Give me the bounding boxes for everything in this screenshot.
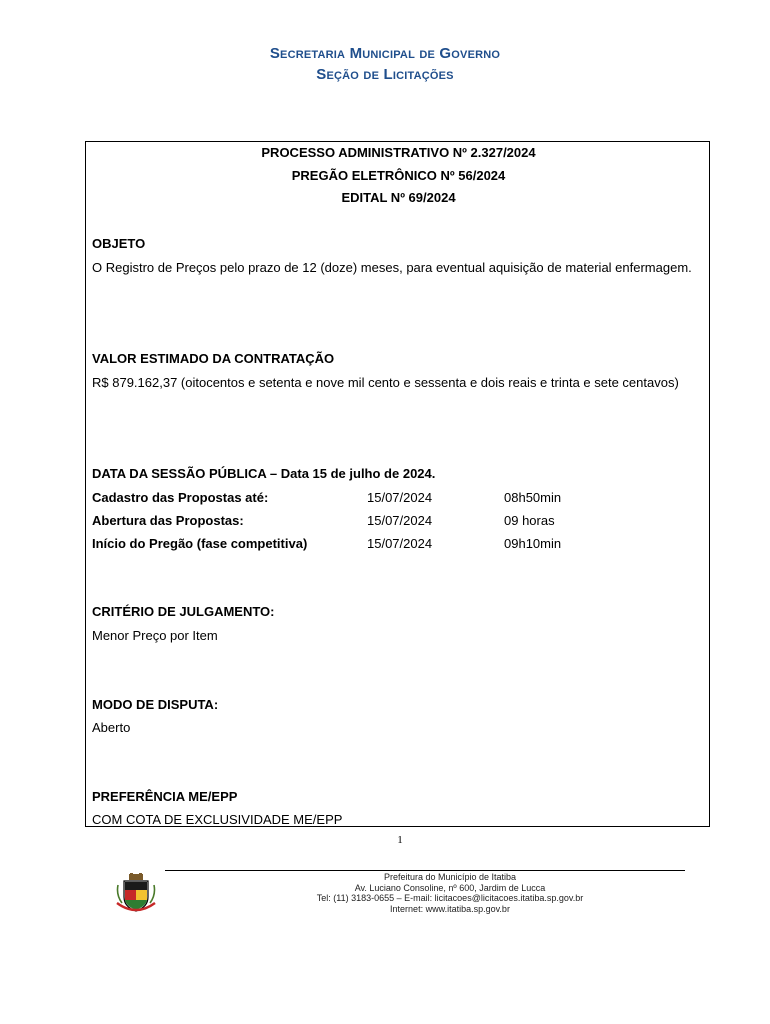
header-secao: Seção de Licitações: [316, 66, 454, 83]
municipal-coat-of-arms-icon: [115, 873, 157, 913]
criterio-text: Menor Preço por Item: [92, 628, 218, 643]
pregao-number: PREGÃO ELETRÔNICO Nº 56/2024: [291, 168, 506, 183]
objeto-title: OBJETO: [92, 236, 146, 251]
valor-text: R$ 879.162,37 (oitocentos e setenta e nove mil cento e sessenta e dois reais e trinta e sete centavos): [92, 375, 679, 390]
schedule-date: 15/07/2024: [367, 513, 433, 528]
schedule-label: Início do Pregão (fase competitiva): [92, 536, 308, 551]
sessao-title: DATA DA SESSÃO PÚBLICA – Data 15 de julho de 2024.: [92, 466, 436, 481]
criterio-title: CRITÉRIO DE JULGAMENTO:: [92, 604, 275, 619]
page-number: 1: [397, 834, 403, 846]
valor-title: VALOR ESTIMADO DA CONTRATAÇÃO: [92, 351, 335, 366]
document-header: [0, 43, 770, 85]
header-secretaria: Secretaria Municipal de Governo: [269, 45, 501, 62]
footer-contact: [240, 872, 660, 914]
schedule-time: 09h10min: [504, 536, 562, 551]
footer-website: Internet: www.itatiba.sp.gov.br: [390, 903, 510, 914]
edital-number: EDITAL Nº 69/2024: [341, 190, 456, 205]
footer-divider: [165, 870, 685, 871]
modo-text: Aberto: [92, 720, 131, 735]
schedule-date: 15/07/2024: [367, 490, 433, 505]
schedule-date: 15/07/2024: [367, 536, 433, 551]
modo-title: MODO DE DISPUTA:: [92, 697, 219, 712]
edital-summary-box: [85, 141, 710, 827]
schedule-label: Abertura das Propostas:: [92, 513, 244, 528]
objeto-text: O Registro de Preços pelo prazo de 12 (doze) meses, para eventual aquisição de material enfermagem.: [92, 260, 692, 275]
schedule-label: Cadastro das Propostas até:: [92, 490, 269, 505]
footer-contact-line: Tel: (11) 3183-0655 – E-mail: licitacoes@licitacoes.itatiba.sp.gov.br: [316, 893, 584, 903]
footer-prefeitura: Prefeitura do Município de Itatiba: [383, 872, 517, 882]
process-number: PROCESSO ADMINISTRATIVO Nº 2.327/2024: [261, 145, 536, 160]
preferencia-text: COM COTA DE EXCLUSIVIDADE ME/EPP: [92, 812, 343, 827]
footer-address: Av. Luciano Consoline, nº 600, Jardim de Lucca: [354, 882, 546, 893]
schedule-time: 08h50min: [504, 490, 562, 505]
schedule-time: 09 horas: [504, 513, 555, 528]
preferencia-title: PREFERÊNCIA ME/EPP: [92, 789, 238, 804]
